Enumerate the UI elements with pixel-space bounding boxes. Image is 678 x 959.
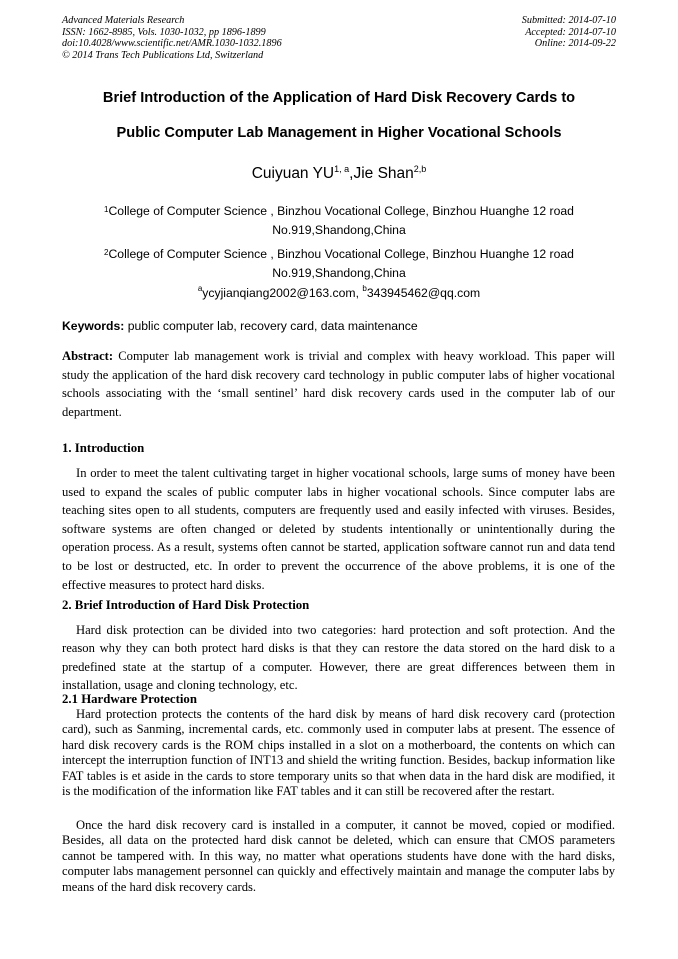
email-a[interactable]: ycyjianqiang2002@163.com, bbox=[202, 286, 363, 300]
email-b[interactable]: 343945462@qq.com bbox=[366, 286, 481, 300]
keywords-label: Keywords: bbox=[62, 319, 125, 333]
issn-line: ISSN: 1662-8985, Vols. 1030-1032, pp 1896-1899 bbox=[62, 26, 266, 38]
affiliation-2-text: College of Computer Science , Binzhou Vocational College, Binzhou Huanghe 12 road No.919,Shandong,China bbox=[108, 247, 574, 280]
author-1-name: Cuiyuan YU bbox=[251, 165, 335, 182]
affiliation-2 bbox=[70, 245, 608, 283]
keywords bbox=[62, 319, 617, 333]
section-heading-introduction: 1. Introduction bbox=[62, 441, 145, 455]
abstract-text: Computer lab management work is trivial and complex with heavy workload. This paper will study the application of the hard disk recovery card technology in public computer labs of higher vocational schools associating with the ‘small sentinel’ hard disk recovery cards used in the computer lab of our department. bbox=[62, 349, 615, 420]
author-separator: , bbox=[349, 165, 354, 182]
author-emails bbox=[40, 286, 638, 300]
hard-disk-protection-paragraph: Hard disk protection can be divided into two categories: hard protection and soft protection. And the reason why they can both protect hard disks is that they can restore the data stored on the hard disk to a predefined state at the startup of a computer. However, there are great differences between them in installation, usage and cloning technology, etc. bbox=[62, 623, 615, 693]
subsection-heading-hardware-protection: 2.1 Hardware Protection bbox=[62, 692, 197, 706]
submitted-date: Submitted: 2014-07-10 bbox=[521, 15, 616, 26]
author-list bbox=[40, 165, 638, 183]
email-b-marker: b bbox=[362, 284, 367, 293]
submission-dates bbox=[522, 15, 616, 50]
author-1-superscript: 1, a bbox=[334, 164, 350, 174]
email-a-marker: a bbox=[197, 284, 203, 293]
affiliation-1-text: College of Computer Science , Binzhou Vocational College, Binzhou Huanghe 12 road No.919,Shandong,China bbox=[108, 204, 574, 237]
hardware-protection-paragraph-2: Once the hard disk recovery card is installed in a computer, it cannot be moved, copied or modified. Besides, all data on the protected hard disk cannot be deleted, which can ensure that CMOS parameters cannot be tampered with. In this way, no matter what operations students have done with the hard disks, computer labs management personnel can quickly and effectively maintain and manage the computer labs by means of the hard disk recovery cards. bbox=[62, 818, 615, 894]
affiliation-1-marker: 1 bbox=[104, 205, 109, 214]
introduction-paragraph: In order to meet the talent cultivating target in higher vocational schools, large sums of money have been used to expand the scales of public computer labs in higher vocational schools. Since computer labs are teaching sites open to all students, computers are frequently used and easily infected with viruses. Besides, software systems are often changed or deleted by students intentionally or unintentionally during the operation process. As a result, systems often cannot be started, application software cannot run and data tend to be lost or destructed, etc. In order to prevent the occurrence of the above problems, it is one of the effective measures to protect hard disks. bbox=[62, 466, 615, 592]
keywords-text: public computer lab, recovery card, data maintenance bbox=[124, 319, 418, 333]
section-heading-hard-disk-protection: 2. Brief Introduction of Hard Disk Protection bbox=[62, 598, 310, 612]
journal-info bbox=[62, 15, 282, 61]
abstract-label: Abstract: bbox=[62, 349, 114, 363]
copyright-line: © 2014 Trans Tech Publications Ltd, Switzerland bbox=[62, 49, 264, 61]
doi-line: doi:10.4028/www.scientific.net/AMR.1030-1032.1896 bbox=[62, 38, 282, 50]
abstract bbox=[62, 347, 615, 422]
paper-title-line-1: Brief Introduction of the Application of Hard Disk Recovery Cards to bbox=[102, 90, 576, 106]
hardware-protection-paragraph-1: Hard protection protects the contents of the hard disk by means of hard disk recovery card (protection card), such as Sanming, incremental cards, etc. commonly used in computer labs at present. The essence of hard disk recovery cards is the ROM chips installed in a slot on a motherboard, the contents on which can intercept the interruption function of INT13 and shield the writing function. Besides, backup information like FAT tables is et aside in the cards to store temporary units so that when data in the hard disk are modified, it is the modification of the information like FAT tables and it can still be recovered after the restart. bbox=[62, 707, 615, 799]
accepted-date: Accepted: 2014-07-10 bbox=[525, 26, 616, 38]
journal-name: Advanced Materials Research bbox=[62, 15, 185, 26]
affiliation-1 bbox=[70, 202, 608, 240]
paper-title-line-2: Public Computer Lab Management in Higher Vocational Schools bbox=[116, 125, 562, 141]
online-date: Online: 2014-09-22 bbox=[534, 38, 616, 50]
author-2-name: Jie Shan bbox=[353, 165, 414, 182]
affiliation-2-marker: 2 bbox=[104, 248, 109, 257]
author-2-superscript: 2,b bbox=[413, 164, 427, 174]
